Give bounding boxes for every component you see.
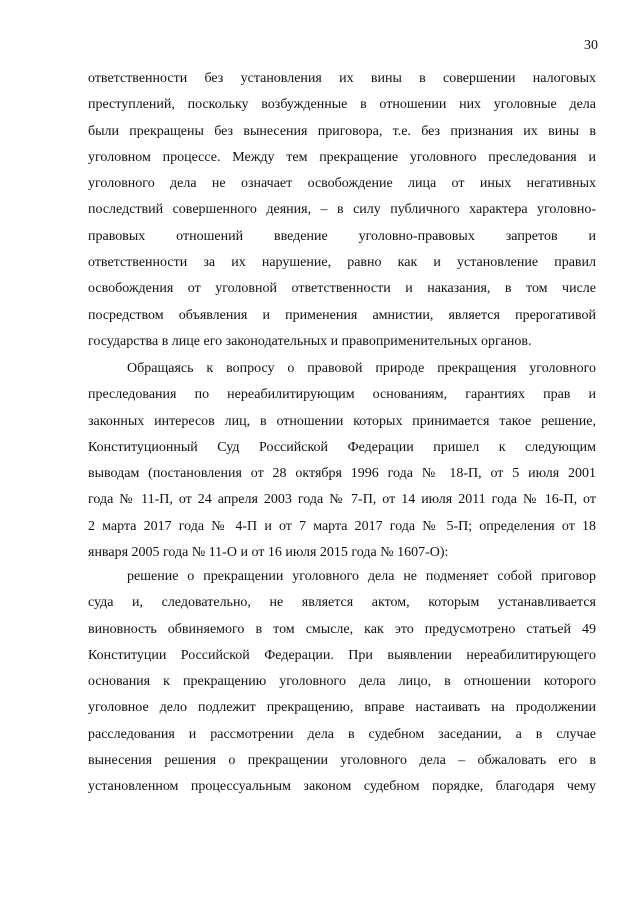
paragraph-3-line-4: Конституции Российской Федерации. При выявлении нереабилитирующего (88, 647, 596, 663)
paragraph-3-line-5: основания к прекращению уголовного дела лицо, в отношении которого (88, 674, 596, 690)
paragraph-3 (88, 564, 596, 801)
paragraph-3-line-8: вынесения решения о прекращении уголовного дела – обжаловать его в (88, 753, 596, 769)
paragraph-1-line-9: освобождения от уголовной ответственности и наказания, в том числе (88, 281, 596, 297)
paragraph-1-line-6: последствий совершенного деяния, – в силу публичного характера уголовно- (88, 202, 596, 218)
paragraph-2 (88, 356, 596, 566)
paragraph-1-line-10: посредством объявления и применения амнистии, является прерогативой (88, 307, 596, 323)
paragraph-3-line-2: суда и, следовательно, не является актом, которым устанавливается (88, 595, 596, 611)
paragraph-1-line-5: уголовного дела не означает освобождение лица от иных негативных (88, 176, 596, 192)
paragraph-2-line-4: Конституционный Суд Российской Федерации пришел к следующим (88, 439, 596, 455)
paragraph-2-line-6: года № 11-П, от 24 апреля 2003 года № 7-П, от 14 июля 2011 года № 16-П, от (88, 492, 596, 508)
paragraph-3-line-7: расследования и рассмотрении дела в судебном заседании, а в случае (88, 726, 596, 742)
paragraph-3-line-1: решение о прекращении уголовного дела не подменяет собой приговор (127, 569, 596, 584)
paragraph-1-line-2: преступлений, поскольку возбужденные в отношении них уголовные дела (88, 97, 596, 113)
paragraph-2-line-5: выводам (постановления от 28 октября 1996 года № 18-П, от 5 июля 2001 (88, 466, 596, 482)
paragraph-1 (88, 66, 596, 355)
paragraph-1-line-3: были прекращены без вынесения приговора, т.е. без признания их вины в (88, 123, 596, 139)
paragraph-2-line-7: 2 марта 2017 года № 4-П и от 7 марта 2017 года № 5-П; определения от 18 (88, 518, 596, 534)
paragraph-1-line-1: ответственности без установления их вины в совершении налоговых (88, 71, 596, 86)
paragraph-2-line-3: законных интересов лиц, в отношении которых принимается такое решение, (88, 413, 596, 429)
paragraph-1-line-8: ответственности за их нарушение, равно как и установление правил (88, 255, 596, 271)
paragraph-3-line-6: уголовное дело подлежит прекращению, вправе настаивать на продолжении (88, 700, 596, 716)
paragraph-1-line-11: государства в лице его законодательных и правоприменительных органов. (88, 333, 532, 349)
paragraph-2-line-2: преследования по нереабилитирующим основаниям, гарантиях прав и (88, 387, 596, 403)
paragraph-1-line-4: уголовном процессе. Между тем прекращение уголовного преследования и (88, 149, 596, 165)
page-number: 30 (584, 38, 598, 53)
paragraph-1-line-7: правовых отношений введение уголовно-правовых запретов и (88, 228, 596, 244)
paragraph-3-line-9: установленном процессуальным законом судебном порядке, благодаря чему (88, 779, 596, 795)
paragraph-2-line-8: января 2005 года № 11-О и от 16 июля 2015 года № 1607-О): (88, 545, 449, 561)
paragraph-3-line-3: виновность обвиняемого в том смысле, как это предусмотрено статьей 49 (88, 621, 596, 637)
paragraph-2-line-1: Обращаясь к вопросу о правовой природе прекращения уголовного (127, 361, 596, 376)
